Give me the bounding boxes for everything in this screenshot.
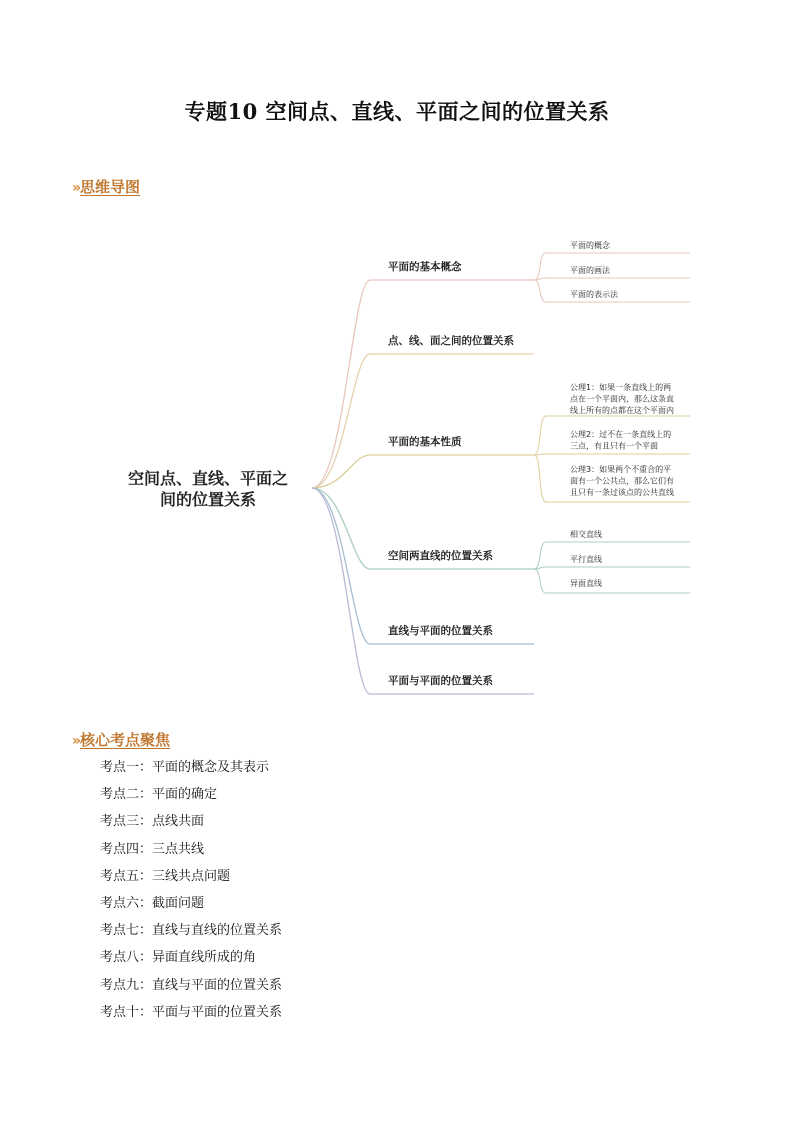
mindmap-branch-label: 直线与平面的位置关系 — [388, 625, 493, 637]
section-heading-label: 核心考点聚焦 — [80, 731, 171, 749]
keypoint-list — [100, 758, 282, 1030]
double-chevron-icon: » — [72, 733, 79, 749]
keypoint-item: 考点九：直线与平面的位置关系 — [100, 977, 283, 993]
mindmap-link — [534, 253, 546, 280]
mindmap-child-label: 平行直线 — [570, 555, 602, 564]
mindmap-branch-label: 点、线、面之间的位置关系 — [388, 335, 514, 347]
mindmap-child-label: 平面的画法 — [570, 266, 610, 275]
mindmap-branch-label: 空间两直线的位置关系 — [388, 550, 493, 562]
keypoint-item: 考点七：直线与直线的位置关系 — [100, 923, 283, 939]
mindmap-link — [312, 488, 370, 694]
mindmap-child-label: 公理2：过不在一条直线上的三点，有且只有一个平面 — [570, 430, 672, 451]
mindmap-link — [534, 542, 546, 569]
mindmap-child-label: 平面的概念 — [570, 241, 610, 250]
mindmap-link — [534, 280, 546, 302]
mindmap-branch-label: 平面的基本性质 — [388, 436, 462, 448]
page-title: 专题10 空间点、直线、平面之间的位置关系 — [184, 99, 610, 124]
mindmap-link — [534, 455, 546, 502]
section-heading-label: 思维导图 — [80, 178, 141, 196]
keypoint-item: 考点五：三线共点问题 — [100, 868, 231, 884]
mindmap-link — [534, 416, 546, 455]
mindmap-root-label: 空间点、直线、平面之间的位置关系 — [127, 469, 289, 509]
mindmap-link — [312, 280, 370, 488]
mindmap-branch-label: 平面与平面的位置关系 — [388, 675, 493, 687]
mindmap-link — [534, 569, 546, 593]
mindmap-link — [312, 488, 370, 644]
section-heading-keypoints — [72, 729, 170, 750]
mindmap-child-label: 平面的表示法 — [570, 290, 618, 299]
mind-map — [0, 220, 794, 710]
keypoint-item: 考点六：截面问题 — [100, 895, 205, 911]
mindmap-child-label: 公理3：如果两个不重合的平面有一个公共点，那么它们有且只有一条过该点的公共直线 — [570, 465, 674, 497]
double-chevron-icon: » — [72, 180, 79, 196]
mindmap-child-label: 异面直线 — [570, 579, 602, 588]
keypoint-item: 考点二：平面的确定 — [100, 787, 218, 803]
mindmap-child-label: 公理1：如果一条直线上的两点在一个平面内，那么这条直线上所有的点都在这个平面内 — [570, 383, 674, 415]
mindmap-child-label: 相交直线 — [570, 530, 602, 539]
mindmap-link — [312, 354, 370, 488]
keypoint-item: 考点三：点线共面 — [100, 814, 205, 830]
section-heading-mindmap — [72, 176, 140, 197]
mindmap-branch-label: 平面的基本概念 — [388, 261, 462, 273]
keypoint-item: 考点八：异面直线所成的角 — [100, 950, 257, 966]
keypoint-item: 考点十：平面与平面的位置关系 — [100, 1004, 283, 1020]
keypoint-item: 考点一：平面的概念及其表示 — [100, 760, 270, 775]
keypoint-item: 考点四：三点共线 — [100, 841, 205, 857]
mindmap-link — [312, 488, 370, 569]
